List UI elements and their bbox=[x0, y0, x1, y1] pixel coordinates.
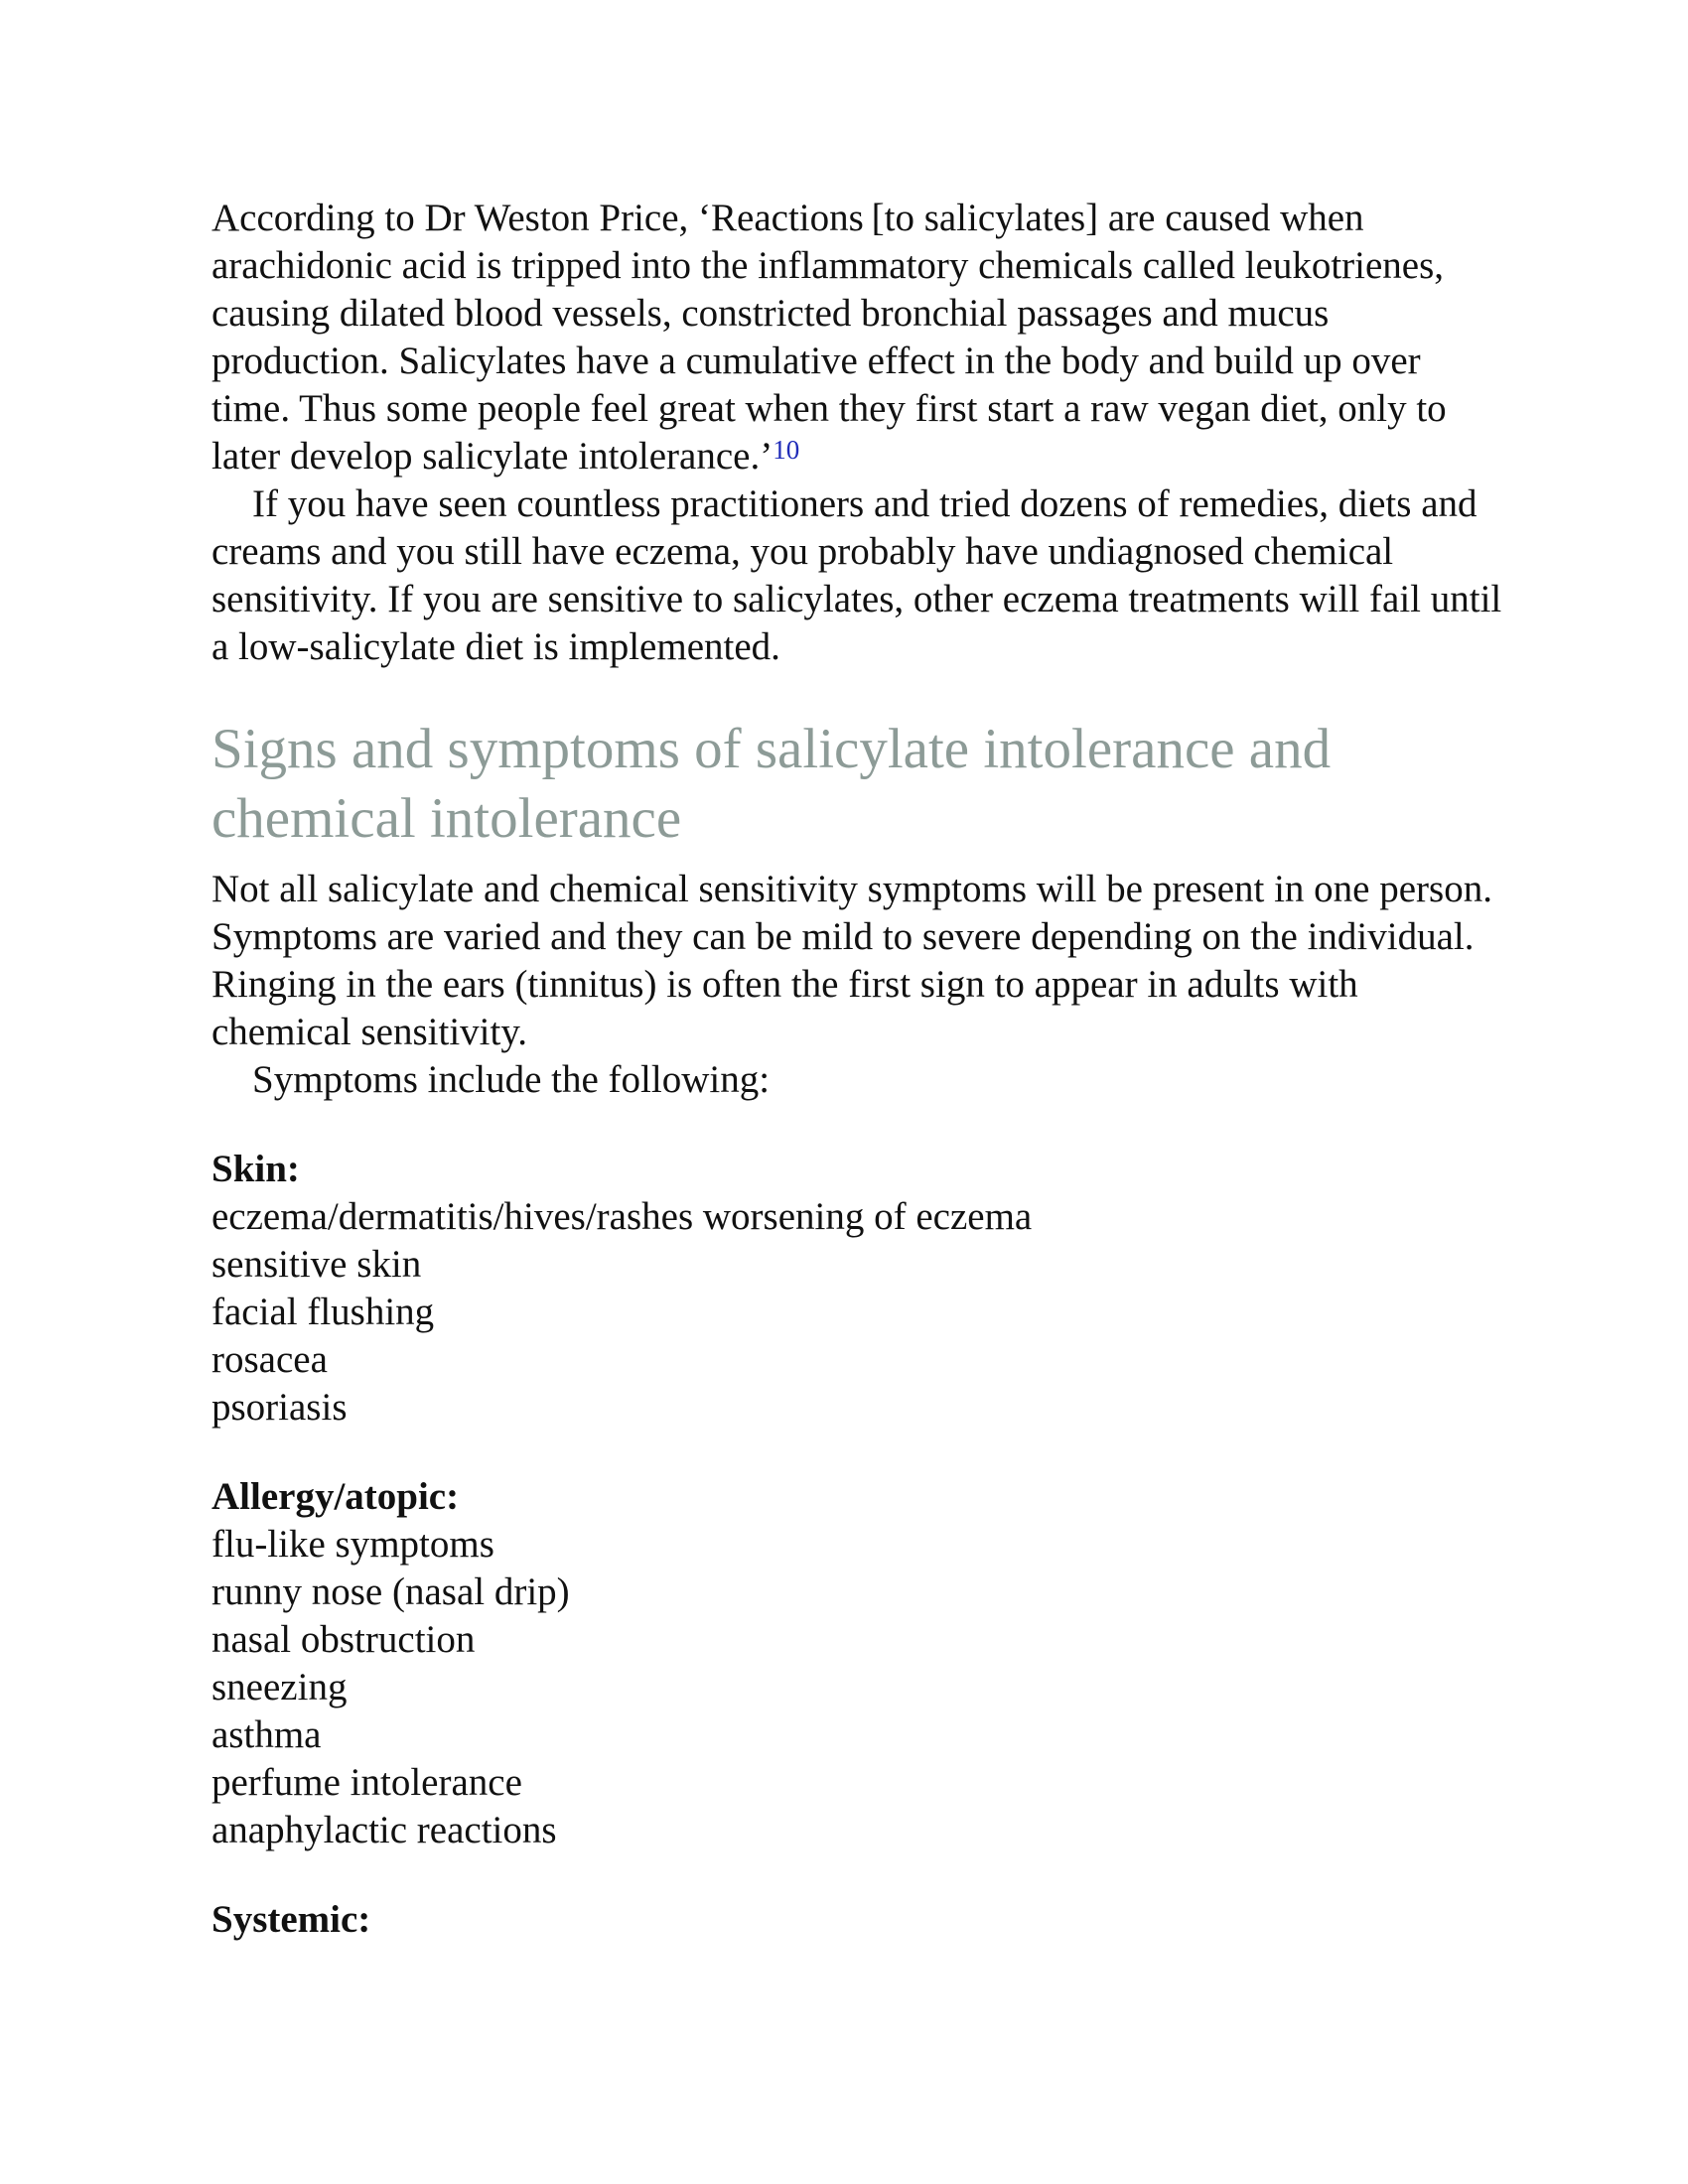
section-heading: Signs and symptoms of salicylate intolerance and chemical intolerance bbox=[211, 718, 1332, 850]
list-item: sensitive skin bbox=[211, 1243, 422, 1286]
body-paragraph: Not all salicylate and chemical sensitivity symptoms will be present in one person. Symptoms are varied and they can be mild to severe depending on the individual. Ringing in the ears (tinnitus) is often the first sign to appear in adults with chemical sensitivity. bbox=[211, 868, 1492, 1053]
systemic-section bbox=[211, 1896, 1502, 1944]
list-item: anaphylactic reactions bbox=[211, 1809, 557, 1851]
quote-text: According to Dr Weston Price, ‘Reactions [to salicylates] are caused when arachidonic acid is tripped into the inflammatory chemicals called leukotrienes, causing dilated blood vessels, constricted bronchial passages and mucus production. Salicylates have a cumulative effect in the body and build up over time. Thus some people feel great when they first start a raw vegan diet, only to later develop salicylate intolerance.’ bbox=[211, 197, 1447, 478]
list-item: flu-like symptoms bbox=[211, 1523, 494, 1566]
allergy-section-title: Allergy/atopic: bbox=[211, 1475, 460, 1518]
skin-section-title: Skin: bbox=[211, 1148, 300, 1190]
skin-symptom-list bbox=[211, 1193, 1502, 1432]
quote-paragraph bbox=[211, 195, 1492, 480]
list-item: sneezing bbox=[211, 1666, 348, 1708]
footnote-reference[interactable]: 10 bbox=[773, 435, 800, 465]
symptoms-intro: Symptoms include the following: bbox=[252, 1058, 771, 1101]
list-item: nasal obstruction bbox=[211, 1618, 476, 1661]
document-page bbox=[211, 195, 1502, 1944]
skin-section bbox=[211, 1146, 1502, 1432]
list-item: eczema/dermatitis/hives/rashes worsening of eczema bbox=[211, 1195, 1033, 1238]
list-item: psoriasis bbox=[211, 1386, 348, 1429]
list-item: asthma bbox=[211, 1713, 322, 1756]
list-item: runny nose (nasal drip) bbox=[211, 1570, 570, 1613]
allergy-symptom-list bbox=[211, 1521, 1502, 1854]
list-item: perfume intolerance bbox=[211, 1761, 522, 1804]
intro-paragraph: If you have seen countless practitioners and tried dozens of remedies, diets and creams and you still have eczema, you probably have undiagnosed chemical sensitivity. If you are sensitive to salicylates, other eczema treatments will fail until a low-salicylate diet is implemented. bbox=[211, 482, 1502, 668]
systemic-section-title: Systemic: bbox=[211, 1898, 371, 1941]
list-item: rosacea bbox=[211, 1338, 328, 1381]
list-item: facial flushing bbox=[211, 1291, 435, 1333]
allergy-section bbox=[211, 1473, 1502, 1854]
